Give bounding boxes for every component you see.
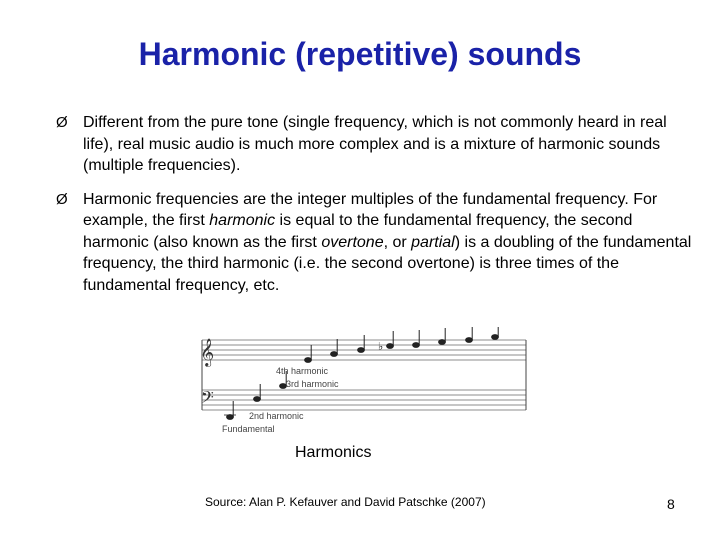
label-4th-harmonic: 4th harmonic xyxy=(276,366,329,376)
note-11th-harmonic xyxy=(492,335,499,340)
label-fundamental: Fundamental xyxy=(222,424,275,434)
bass-staff xyxy=(202,390,526,410)
label-3rd-harmonic: 3rd harmonic xyxy=(286,379,339,389)
note-8th-harmonic xyxy=(413,343,420,348)
page-number: 8 xyxy=(667,496,675,512)
arrow-bullet-icon: Ø xyxy=(56,114,68,131)
bullet-item xyxy=(56,112,696,177)
note-heads xyxy=(224,327,498,419)
note-2nd-harmonic xyxy=(254,397,261,402)
note-7th-harmonic xyxy=(387,344,394,349)
note-5th-harmonic xyxy=(331,352,338,357)
note-6th-harmonic xyxy=(358,348,365,353)
flat-icon: ♭ xyxy=(378,341,384,353)
slide-title: Harmonic (repetitive) sounds xyxy=(138,36,582,72)
bass-clef-icon: 𝄢 xyxy=(201,389,214,411)
arrow-bullet-icon: Ø xyxy=(56,190,68,208)
bullet-text: Different from the pure tone (single frequency, which is not commonly heard in real life), real music audio is much more complex and is a mixture of harmonic sounds (multiple frequencies). xyxy=(83,114,667,174)
harmonics-staff-figure xyxy=(196,326,532,438)
bullet-item xyxy=(56,189,696,297)
source-citation: Source: Alan P. Kefauver and David Patschke (2007) xyxy=(205,495,486,509)
note-4th-harmonic xyxy=(305,358,312,363)
italic-term: partial xyxy=(411,233,455,251)
note-9th-harmonic xyxy=(439,340,446,345)
bullet-text: Harmonic frequencies are the integer multiples of the fundamental frequency. For example, the first harmonic is equal to the fundamental frequency, the second harmonic (also known as the first overtone, or partial) is a doubling of the fundamental frequency, the third harmonic (i.e. the second overtone) is three times of the fundamental frequency, etc. xyxy=(83,190,692,294)
treble-clef-icon: 𝄞 xyxy=(200,339,215,366)
figure-caption: Harmonics xyxy=(295,444,372,461)
italic-term: harmonic xyxy=(209,212,276,229)
note-10th-harmonic xyxy=(466,338,473,343)
label-2nd-harmonic: 2nd harmonic xyxy=(249,411,304,421)
bullet-list xyxy=(56,112,696,308)
italic-term: overtone xyxy=(321,233,384,251)
